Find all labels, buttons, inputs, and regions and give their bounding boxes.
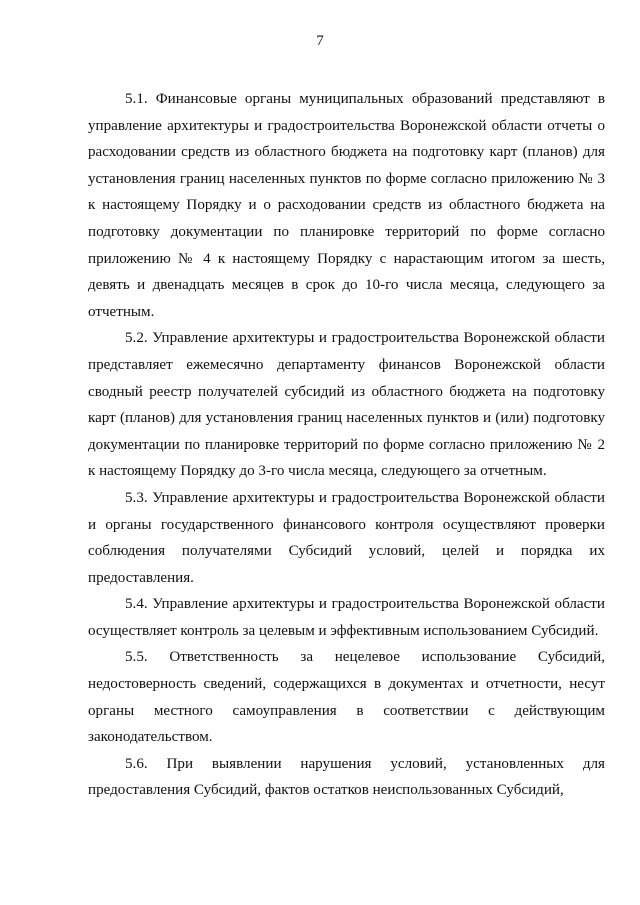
paragraph-5-4: 5.4. Управление архитектуры и градостроительства Воронежской области осуществляет контроль за целевым и эффективным использованием Субсидий.	[88, 596, 605, 639]
paragraph-5-1: 5.1. Финансовые органы муниципальных образований представляют в управление архитектуры и градостроительства Воронежской области отчеты о расходовании средств из областного бюджета на подготовку карт (планов) для установления границ населенных пунктов по форме согласно приложению № 3 к настоящему Порядку и о расходовании средств из областного бюджета на подготовку документации по планировке территорий по форме согласно приложению № 4 к настоящему Порядку с нарастающим итогом за шесть, девять и двенадцать месяцев в срок до 10-го числа месяца, следующего за отчетным.	[88, 91, 605, 320]
paragraph-5-5: 5.5. Ответственность за нецелевое использование Субсидий, недостоверность сведений, содержащихся в документах и отчетности, несут органы местного самоуправления в соответствии с действующим законодательством.	[88, 649, 605, 746]
paragraph-5-6: 5.6. При выявлении нарушения условий, установленных для предоставления Субсидий, фактов остатков неиспользованных Субсидий,	[88, 755, 605, 799]
document-body	[88, 86, 605, 804]
page-number: 7	[316, 33, 324, 49]
paragraph-5-2: 5.2. Управление архитектуры и градостроительства Воронежской области представляет ежемесячно департаменту финансов Воронежской области сводный реестр получателей субсидий из областного бюджета на подготовку карт (планов) для установления границ населенных пунктов и (или) подготовку документации по планировке территорий по форме согласно приложению № 2 к настоящему Порядку до 3-го числа месяца, следующего за отчетным.	[88, 330, 605, 480]
paragraph-5-3: 5.3. Управление архитектуры и градостроительства Воронежской области и органы государственного финансового контроля осуществляют проверки соблюдения получателями Субсидий условий, целей и порядка их предоставления.	[88, 489, 605, 586]
